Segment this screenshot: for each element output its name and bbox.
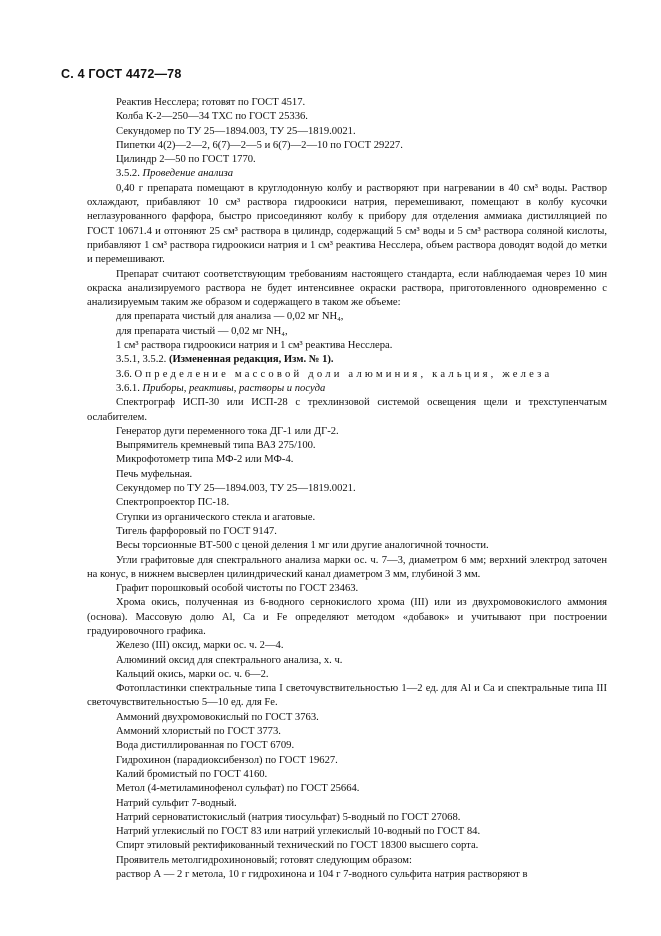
section-title: Определение массовой доли алюминия, кальция, железа xyxy=(134,368,553,380)
amendment-text: (Измененная редакция, Изм. № 1). xyxy=(168,354,334,366)
section-title: Приборы, реактивы, растворы и посуда xyxy=(142,382,326,394)
text-line: Проявитель метолгидрохиноновый; готовят следующим образом: xyxy=(116,854,412,866)
section-heading xyxy=(87,382,607,396)
section-number: 3.6. xyxy=(116,368,132,380)
text-line: Тигель фарфоровый по ГОСТ 9147. xyxy=(116,525,277,537)
text-line: Калий бромистый по ГОСТ 4160. xyxy=(116,768,268,780)
paragraph: Препарат считают соответствующим требованиям настоящего стандарта, если наблюдаемая через 10 мин окраска анализируемого раствора не будет интенсивнее окраски раствора, приготовленного одновременно с анализируемым таким же образом и содержащего в таком же объеме: xyxy=(87,268,607,309)
paragraph: Спектрограф ИСП-30 или ИСП-28 с трехлинзовой системой освещения щели и трехступенчатым ослабителем. xyxy=(87,397,607,423)
paragraph: Фотопластинки спектральные типа I светочувствительностью 1—2 ед. для Al и Ca и спектральные типа III светочувствительностью 5—10 ед. для Fe. xyxy=(87,683,607,709)
text-line: Весы торсионные ВТ-500 с ценой деления 1 мг или другие аналогичной точности. xyxy=(116,540,489,552)
text-line: Секундомер по ТУ 25—1894.003, ТУ 25—1819.0021. xyxy=(116,125,356,137)
text-line: Натрий сульфит 7-водный. xyxy=(116,797,237,809)
text-line: раствор А — 2 г метола, 10 г гидрохинона и 104 г 7-водного сульфита натрия растворяют в xyxy=(116,869,528,881)
text-line: Колба К-2—250—34 ТХС по ГОСТ 25336. xyxy=(116,111,308,123)
text-line: Аммоний двухромовокислый по ГОСТ 3763. xyxy=(116,711,319,723)
paragraph: Угли графитовые для спектрального анализа марки ос. ч. 7—3, диаметром 6 мм; верхний электрод заточен на конус, в нижнем высверлен цилиндрический канал диаметром 3 мм, глубиной 3 мм. xyxy=(87,554,607,580)
text-line: Секундомер по ТУ 25—1894.003, ТУ 25—1819.0021. xyxy=(116,483,356,495)
text-line: Генератор дуги переменного тока ДГ-1 или ДГ-2. xyxy=(116,425,339,437)
paragraph: 0,40 г препарата помещают в круглодонную колбу и растворяют при нагревании в 40 см³ воды. Раствор охлаждают, прибавляют 10 см³ раствора гидроокиси натрия, перемешивают, помещают в колбу кусочки неглазурованного фарфора, быстро присоединяют колбу к прибору для отделения аммиака дистилляцией по ГОСТ 10671.4 и отгоняют 25 см³ раствора в цилиндр, содержащий 5 см³ воды и 5 см³ раствора соляной кислоты, прибавляют 1 см³ раствора гидроокиси натрия и 1 см³ реактива Несслера, объем раствора доводят водой до метки и перемешивают. xyxy=(87,182,607,266)
text-line: Реактив Несслера; готовят по ГОСТ 4517. xyxy=(116,97,306,108)
text-line: Аммоний хлористый по ГОСТ 3773. xyxy=(116,726,281,738)
text-line: 1 см³ раствора гидроокиси натрия и 1 см³ реактива Несслера. xyxy=(116,340,393,352)
section-number: 3.5.1, 3.5.2. xyxy=(116,354,167,366)
text-line: Натрий серноватистокислый (натрия тиосульфат) 5-водный по ГОСТ 27068. xyxy=(116,811,461,823)
section-number: 3.5.2. xyxy=(116,168,140,180)
text-line: Железо (III) оксид, марки ос. ч. 2—4. xyxy=(116,640,284,652)
text-line: Цилиндр 2—50 по ГОСТ 1770. xyxy=(116,154,256,166)
text-line: Алюминий оксид для спектрального анализа, х. ч. xyxy=(116,654,343,666)
text-line: Спирт этиловый ректификованный технический по ГОСТ 18300 высшего сорта. xyxy=(116,840,479,852)
text-line: Печь муфельная. xyxy=(116,468,193,480)
page-header: С. 4 ГОСТ 4472—78 xyxy=(61,67,182,81)
text-line: Ступки из органического стекла и агатовые. xyxy=(116,511,316,523)
text-line: Пипетки 4(2)—2—2, 6(7)—2—5 и 6(7)—2—10 по ГОСТ 29227. xyxy=(116,139,403,151)
section-title: Проведение анализа xyxy=(142,168,234,180)
text-line: Микрофотометр типа МФ-2 или МФ-4. xyxy=(116,454,294,466)
document-body xyxy=(87,96,607,882)
section-number: 3.6.1. xyxy=(116,382,140,394)
section-heading xyxy=(87,368,607,382)
text-line: Гидрохинон (парадиоксибензол) по ГОСТ 19627. xyxy=(116,754,338,766)
text-line: Вода дистиллированная по ГОСТ 6709. xyxy=(116,740,295,752)
text-line: Натрий углекислый по ГОСТ 83 или натрий углекислый 10-водный по ГОСТ 84. xyxy=(116,826,481,838)
text-line: для препарата чистый — 0,02 мг NH₄, xyxy=(116,325,288,337)
text-line: для препарата чистый для анализа — 0,02 мг NH₄, xyxy=(116,311,344,323)
text-line: Спектропроектор ПС-18. xyxy=(116,497,230,509)
paragraph: Хрома окись, полученная из 6-водного сернокислого хрома (III) или из двухромовокислого аммония (основа). Массовую долю Al, Ca и Fe определяют методом «добавок» и учитывают при построении градуировочного графика. xyxy=(87,597,607,637)
text-line: Графит порошковый особой чистоты по ГОСТ 23463. xyxy=(116,583,359,595)
text-line: Выпрямитель кремневый типа ВАЗ 275/100. xyxy=(116,440,316,452)
text-line: Кальций окись, марки ос. ч. 6—2. xyxy=(116,668,269,680)
amendment-note xyxy=(87,353,607,367)
section-heading xyxy=(87,167,607,181)
text-line: Метол (4-метиламинофенол сульфат) по ГОСТ 25664. xyxy=(116,783,360,795)
